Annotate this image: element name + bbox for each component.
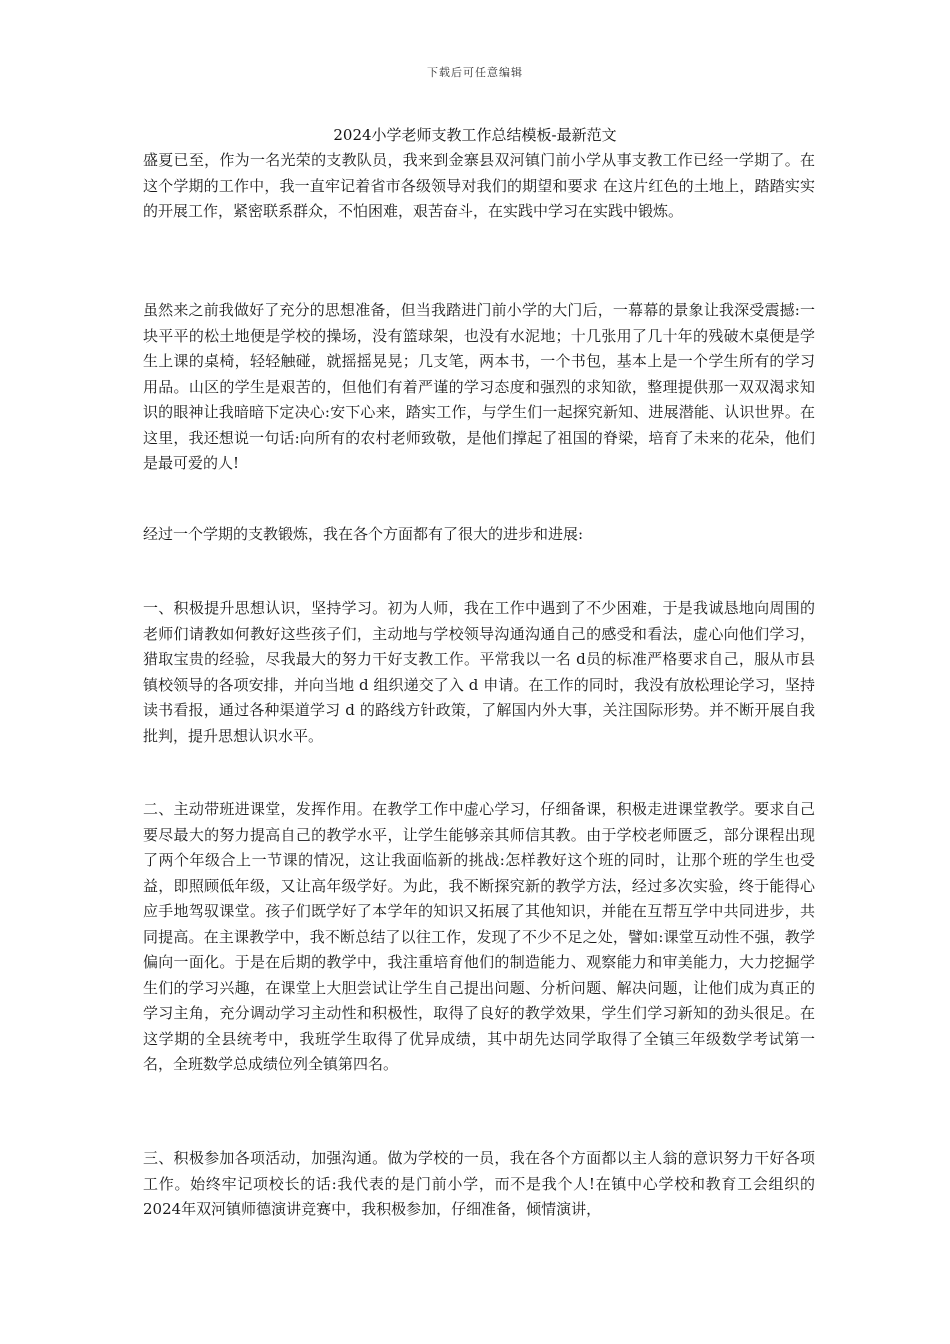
paragraph-section-2: 二、主动带班进课堂，发挥作用。在教学工作中虚心学习，仔细备课，积极走进课堂教学。要求自己要尽最大的努力提高自己的教学水平，让学生能够亲其师信其教。由于学校老师匮乏，部分课程出现了两个年级合上一节课的情况，这让我面临新的挑战:怎样教好这个班的同时，让那个班的学生也受益，即照顾低年级，又让高年级学好。为此，我不断探究新的教学方法，经过多次实验，终于能得心应手地驾驭课堂。孩子们既学好了本学年的知识又拓展了其他知识，并能在互帮互学中共同进步，共同提高。在主课教学中，我不断总结了以往工作，发现了不少不足之处，譬如:课堂互动性不强，教学偏向一面化。于是在后期的教学中，我注重培育他们的制造能力、观察能力和审美能力，大力挖掘学生们的学习兴趣，在课堂上大胆尝试让学生自己提出问题、分析问题、解决问题，让他们成为真正的学习主角，充分调动学习主动性和积极性，取得了良好的教学效果，学生们学习新知的劲头很足。在这学期的全县统考中，我班学生取得了优异成绩，其中胡先达同学取得了全镇三年级数学考试第一名，全班数学总成绩位列全镇第四名。 — [143, 800, 815, 1073]
paragraph-section-3: 三、积极参加各项活动，加强沟通。做为学校的一员，我在各个方面都以主人翁的意识努力干好各项工作。始终牢记项校长的话:我代表的是门前小学，而不是我个人!在镇中心学校和教育工会组织的2024年双河镇师德演讲竞赛中，我积极参加，仔细准备，倾情演讲， — [143, 1149, 815, 1218]
document-title: 2024小学老师支教工作总结模板-最新范文 — [333, 126, 617, 144]
paragraph-intro: 盛夏已至，作为一名光荣的支教队员，我来到金寨县双河镇门前小学从事支教工作已经一学期了。在这个学期的工作中，我一直牢记着省市各级领导对我们的期望和要求 在这片红色的土地上，踏踏实实的开展工作，紧密联系群众，不怕困难，艰苦奋斗，在实践中学习在实践中锻炼。 — [143, 151, 815, 220]
paragraph-section-1: 一、积极提升思想认识，坚持学习。初为人师，我在工作中遇到了不少困难，于是我诚恳地向周围的老师们请教如何教好这些孩子们，主动地与学校领导沟通沟通自己的感受和看法，虚心向他们学习，猎取宝贵的经验，尽我最大的努力干好支教工作。平常我以一名 d员的标准严格要求自己，服从市县镇校领导的各项安排，并向当地 d 组织递交了入 d 申请。在工作的同时，我没有放松理论学习，坚持读书看报，通过各种渠道学习 d 的路线方针政策，了解国内外大事，关注国际形势。并不断开展自我批判，提升思想认识水平。 — [143, 599, 815, 745]
paragraph-impressions: 虽然来之前我做好了充分的思想准备，但当我踏进门前小学的大门后，一幕幕的景象让我深受震撼:一块平平的松土地便是学校的操场，没有篮球架，也没有水泥地；十几张用了几十年的残破木桌便是学生上课的桌椅，轻轻触碰，就摇摇晃晃；几支笔，两本书，一个书包，基本上是一个学生所有的学习用品。山区的学生是艰苦的，但他们有着严谨的学习态度和强烈的求知欲，整理提供那一双双渴求知识的眼神让我暗暗下定决心:安下心来，踏实工作，与学生们一起探究新知、进展潜能、认识世界。在这里，我还想说一句话:向所有的农村老师致敬，是他们撑起了祖国的脊梁，培育了未来的花朵，他们是最可爱的人! — [143, 301, 815, 472]
header-note: 下载后可任意编辑 — [427, 66, 523, 79]
paragraph-progress-lead: 经过一个学期的支教锻炼，我在各个方面都有了很大的进步和进展: — [143, 525, 584, 543]
